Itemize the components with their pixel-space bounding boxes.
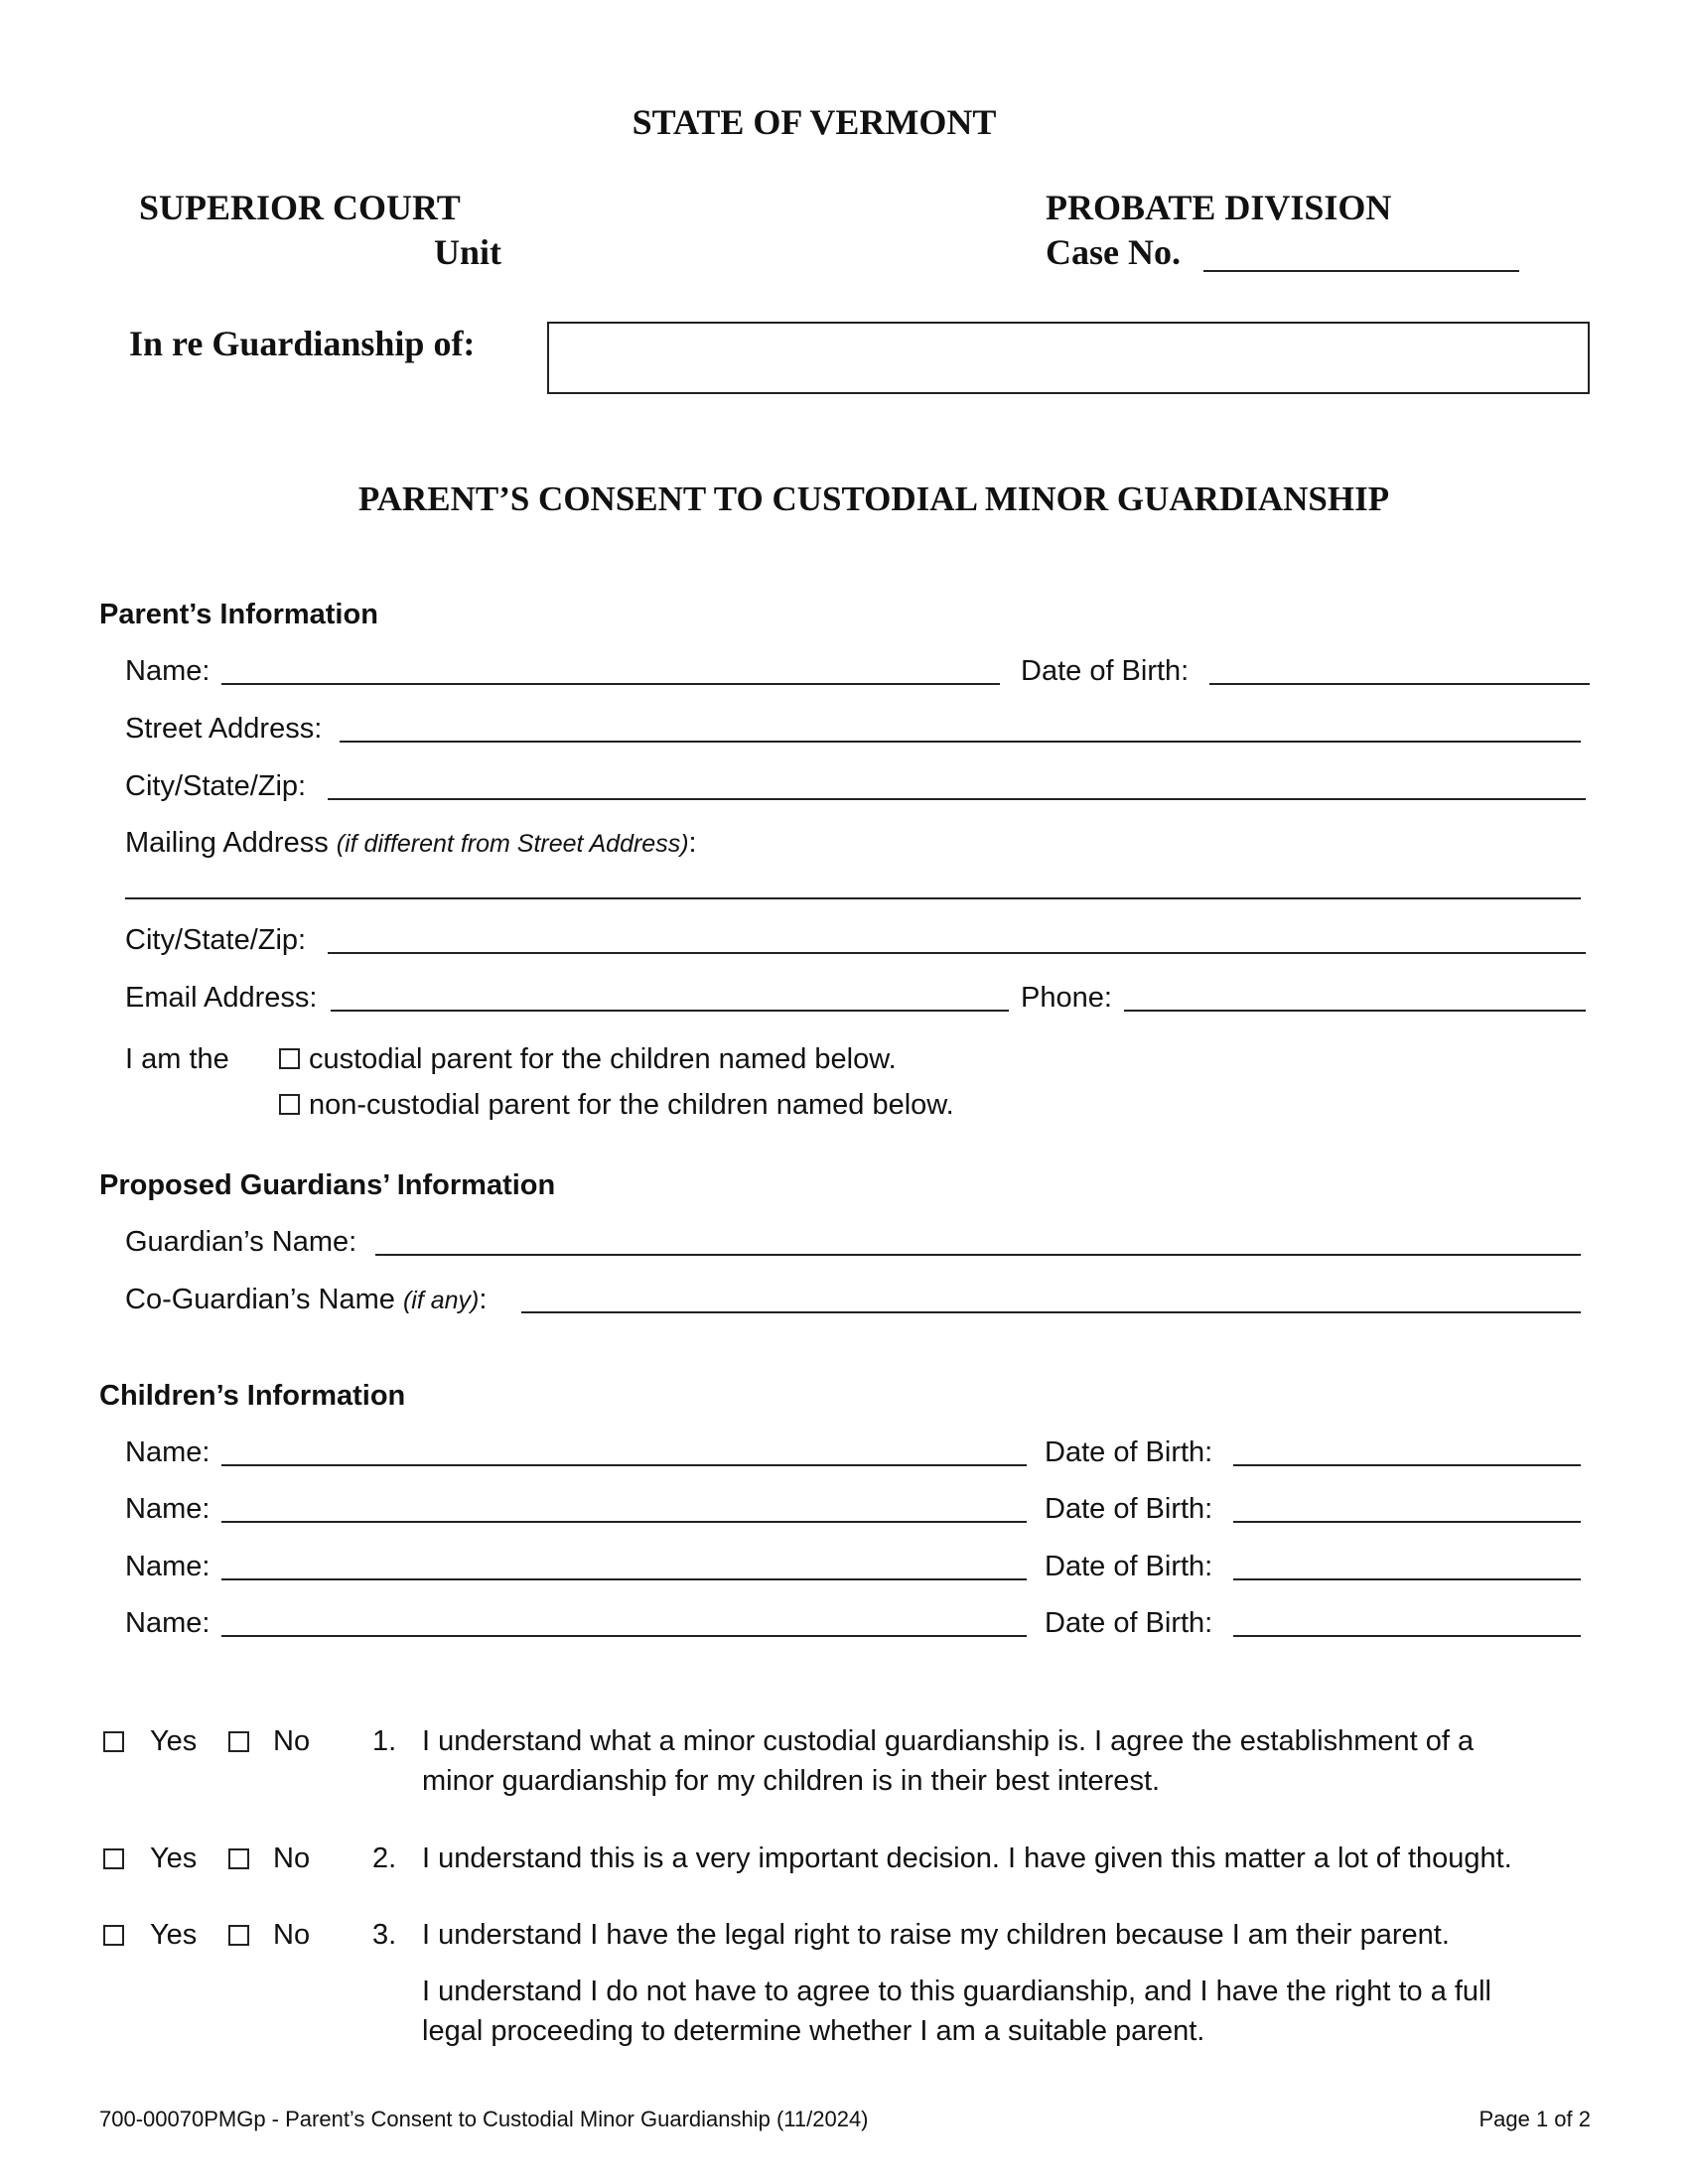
child-dob-label: Date of Birth:: [1045, 1493, 1213, 1525]
mailing-address-label: Mailing Address (if different from Street Address):: [125, 827, 697, 859]
q3-text: I understand I have the legal right to raise my children because I am their parent.: [422, 1919, 1450, 1951]
q2-no-label: No: [273, 1843, 311, 1874]
email-field[interactable]: [331, 982, 1009, 1012]
i-am-the-label: I am the: [125, 1043, 229, 1075]
child-name-field[interactable]: [221, 1436, 1027, 1466]
division-name: PROBATE DIVISION: [1046, 188, 1392, 227]
mailing-address-field[interactable]: [125, 870, 1581, 899]
child-name-label: Name:: [125, 1607, 211, 1639]
child-dob-label: Date of Birth:: [1045, 1607, 1213, 1639]
noncustodial-parent-checkbox[interactable]: [279, 1094, 300, 1115]
parent-dob-label: Date of Birth:: [1021, 655, 1190, 687]
phone-label: Phone:: [1021, 982, 1112, 1014]
child-dob-field[interactable]: [1233, 1551, 1581, 1580]
q3-text: legal proceeding to determine whether I am a suitable parent.: [422, 2015, 1205, 2047]
q1-number: 1.: [372, 1725, 397, 1757]
q3-text: I understand I do not have to agree to this guardianship, and I have the right to a full: [422, 1976, 1491, 2007]
coguardian-note: (if any): [402, 1287, 480, 1314]
q3-yes-checkbox[interactable]: [103, 1925, 124, 1946]
parent-dob-field[interactable]: [1209, 655, 1590, 685]
q3-no-checkbox[interactable]: [228, 1925, 249, 1946]
q2-yes-checkbox[interactable]: [103, 1848, 124, 1869]
noncustodial-parent-option: non-custodial parent for the children named below.: [309, 1089, 954, 1121]
child-dob-field[interactable]: [1233, 1493, 1581, 1523]
in-re-label: In re Guardianship of:: [129, 324, 476, 363]
guardians-info-heading: Proposed Guardians’ Information: [99, 1169, 556, 1201]
unit-label: Unit: [434, 232, 502, 272]
child-dob-field[interactable]: [1233, 1607, 1581, 1637]
parent-name-field[interactable]: [221, 655, 1000, 685]
coguardian-name-label: Co-Guardian’s Name (if any):: [125, 1284, 488, 1315]
email-label: Email Address:: [125, 982, 318, 1014]
coguardian-name-field[interactable]: [521, 1284, 1581, 1313]
child-dob-label: Date of Birth:: [1045, 1436, 1213, 1468]
mailing-city-state-zip-label: City/State/Zip:: [125, 924, 307, 956]
footer-page-number: Page 1 of 2: [1478, 2107, 1591, 2131]
q2-yes-label: Yes: [150, 1843, 198, 1874]
child-name-label: Name:: [125, 1436, 211, 1468]
q1-yes-label: Yes: [150, 1725, 198, 1757]
case-no-field[interactable]: [1203, 242, 1519, 272]
custodial-parent-option: custodial parent for the children named below.: [309, 1043, 897, 1075]
q3-yes-label: Yes: [150, 1919, 198, 1951]
form-title: PARENT’S CONSENT TO CUSTODIAL MINOR GUARDIANSHIP: [357, 479, 1390, 518]
parent-info-heading: Parent’s Information: [99, 599, 378, 630]
custodial-parent-checkbox[interactable]: [279, 1048, 300, 1069]
court-name: SUPERIOR COURT: [139, 188, 461, 227]
q2-number: 2.: [372, 1843, 397, 1874]
q2-no-checkbox[interactable]: [228, 1848, 249, 1869]
mailing-address-note: (if different from Street Address): [336, 830, 689, 858]
phone-field[interactable]: [1124, 982, 1586, 1012]
mailing-city-state-zip-field[interactable]: [328, 924, 1586, 954]
footer-form-id: 700-00070PMGp - Parent’s Consent to Custodial Minor Guardianship (11/2024): [99, 2107, 869, 2131]
guardian-name-label: Guardian’s Name:: [125, 1226, 357, 1258]
child-name-field[interactable]: [221, 1607, 1027, 1637]
state-title: STATE OF VERMONT: [632, 102, 997, 142]
child-name-field[interactable]: [221, 1551, 1027, 1580]
child-name-label: Name:: [125, 1551, 211, 1582]
street-address-field[interactable]: [340, 713, 1581, 743]
city-state-zip-label: City/State/Zip:: [125, 770, 307, 802]
child-dob-field[interactable]: [1233, 1436, 1581, 1466]
q1-no-label: No: [273, 1725, 311, 1757]
q3-number: 3.: [372, 1919, 397, 1951]
city-state-zip-field[interactable]: [328, 770, 1586, 800]
child-name-field[interactable]: [221, 1493, 1027, 1523]
case-no-label: Case No.: [1046, 232, 1181, 272]
guardianship-name-field[interactable]: [547, 322, 1590, 394]
q2-text: I understand this is a very important decision. I have given this matter a lot of thought.: [422, 1843, 1512, 1874]
parent-name-label: Name:: [125, 655, 211, 687]
guardian-name-field[interactable]: [375, 1226, 1581, 1256]
q1-yes-checkbox[interactable]: [103, 1731, 124, 1752]
q1-no-checkbox[interactable]: [228, 1731, 249, 1752]
q3-no-label: No: [273, 1919, 311, 1951]
street-address-label: Street Address:: [125, 713, 323, 745]
q1-text: I understand what a minor custodial guardianship is. I agree the establishment of a: [422, 1725, 1475, 1757]
child-dob-label: Date of Birth:: [1045, 1551, 1213, 1582]
q1-text: minor guardianship for my children is in their best interest.: [422, 1765, 1161, 1797]
child-name-label: Name:: [125, 1493, 211, 1525]
children-info-heading: Children’s Information: [99, 1380, 406, 1412]
